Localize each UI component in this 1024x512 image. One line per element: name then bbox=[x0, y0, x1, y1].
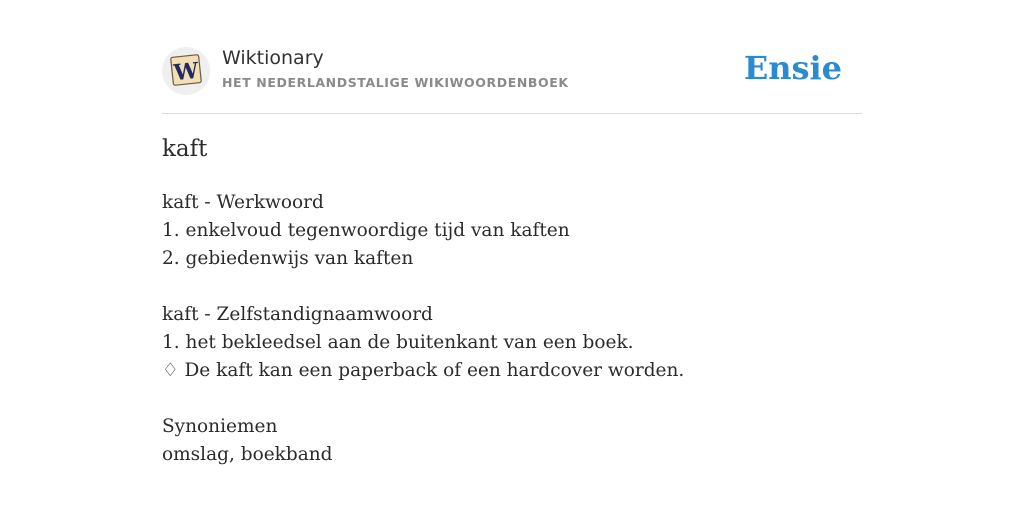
wiktionary-tile-icon bbox=[167, 52, 205, 90]
definition-line: kaft - Werkwoord bbox=[162, 192, 324, 213]
header bbox=[162, 45, 862, 113]
definition-line: 1. enkelvoud tegenwoordige tijd van kaften bbox=[162, 220, 570, 241]
synonyms-heading: Synoniemen bbox=[162, 416, 278, 437]
example-line: ♢ De kaft kan een paperback of een hardcover worden. bbox=[162, 360, 685, 381]
header-divider bbox=[162, 113, 862, 114]
definition-line: 1. het bekleedsel aan de buitenkant van een boek. bbox=[162, 332, 634, 353]
definition-line: kaft - Zelfstandignaamwoord bbox=[162, 304, 433, 325]
entry-definitions bbox=[162, 189, 862, 469]
site-subtitle: HET NEDERLANDSTALIGE WIKIWOORDENBOEK bbox=[222, 75, 569, 90]
site-title[interactable]: Wiktionary bbox=[222, 47, 324, 69]
page bbox=[162, 0, 862, 512]
logo-letter: W bbox=[172, 57, 200, 87]
definition-line: 2. gebiedenwijs van kaften bbox=[162, 248, 414, 269]
blank-line bbox=[162, 385, 862, 413]
blank-line bbox=[162, 273, 862, 301]
entry-word: kaft bbox=[162, 136, 208, 162]
wiktionary-logo[interactable] bbox=[162, 47, 210, 95]
ensie-logo-link[interactable]: Ensie bbox=[743, 49, 842, 87]
synonyms-list: omslag, boekband bbox=[162, 444, 333, 465]
